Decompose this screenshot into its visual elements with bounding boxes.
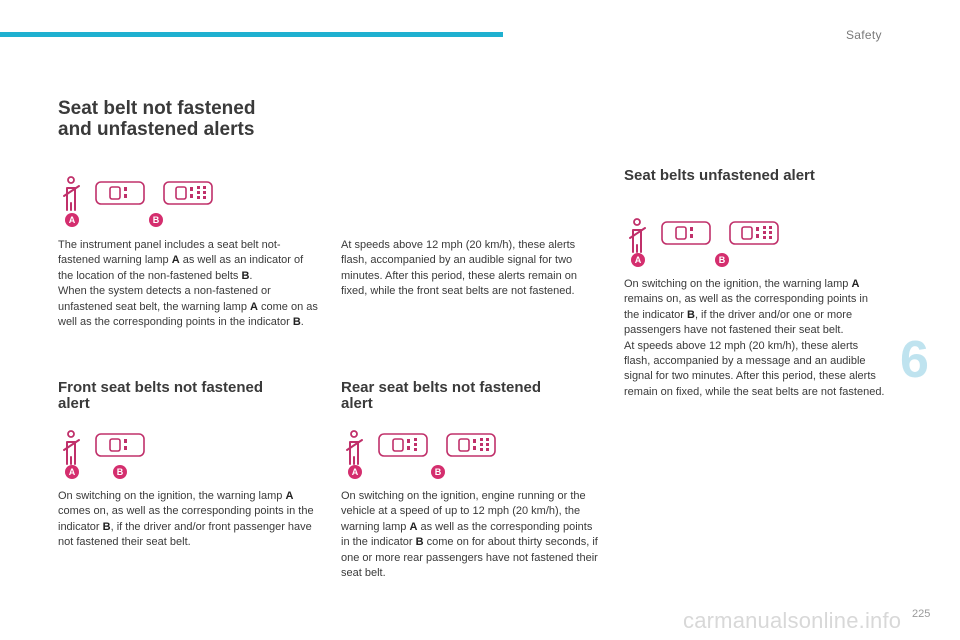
intro-ref-b2: B [292, 316, 301, 329]
unfastened-t2: remains on, as well as the corresponding points in the indicator [624, 293, 868, 321]
section-title: Safety [846, 28, 882, 42]
intro-illustration [58, 172, 228, 230]
rear-t3: come on for about thirty seconds, if one or more rear passengers have not fastened their seat belt. [341, 536, 598, 580]
seat-indicator-front [96, 434, 144, 456]
unfastened-text [624, 277, 886, 400]
seat-indicator-all [447, 434, 495, 456]
rear-ref-b: B [415, 536, 424, 549]
header-accent-bar [0, 32, 503, 37]
front-title-line2: alert [58, 395, 90, 412]
intro-p2-a: When the system detects a non-fastened or unfastened seat belt, the warning lamp [58, 285, 271, 313]
rear-t2: as well as the corresponding points in the indicator [341, 520, 593, 549]
label-a-text: A [68, 215, 76, 225]
intro-p1-a: The instrument panel includes a seat belt not-fastened warning lamp [58, 239, 281, 267]
label-a-text: A [634, 255, 642, 265]
front-ref-a: A [285, 490, 294, 502]
front-section-title [58, 380, 263, 412]
seat-indicator-all [730, 222, 778, 244]
intro-ref-a2: A [250, 300, 258, 313]
intro-p1-c: . [249, 269, 253, 282]
label-b-text: B [116, 467, 124, 477]
intro-p2-c: . [300, 316, 304, 329]
page-title-line1: Seat belt not fastened [58, 98, 256, 119]
front-t2: comes on, as well as the corresponding points in the indicator [58, 505, 314, 533]
unfastened-ref-a: A [851, 278, 860, 290]
intro-ref-b: B [241, 269, 250, 282]
middle-text: At speeds above 12 mph (20 km/h), these alerts flash, accompanied by an audible signal for two minutes. After this period, these alerts remain on fixed, while the front seat belts are not fastened. [341, 239, 578, 298]
unfastened-illustration [624, 214, 794, 272]
unfastened-section-title: Seat belts unfastened alert [624, 167, 815, 184]
label-b-badge [431, 465, 445, 479]
label-b-text: B [718, 255, 726, 265]
rear-ref-a: A [409, 520, 418, 533]
seat-indicator-front [96, 182, 144, 204]
unfastened-t1: On switching on the ignition, the warning lamp [624, 278, 852, 290]
page-title-line2: and unfastened alerts [58, 119, 255, 140]
label-b-badge [715, 253, 729, 267]
rear-title-line1: Rear seat belts not fastened [341, 379, 542, 396]
front-illustration [58, 426, 158, 484]
page-number: 225 [912, 608, 931, 620]
page-title [58, 98, 255, 140]
label-a-badge [348, 465, 362, 479]
label-a-badge [631, 253, 645, 267]
intro-ref-a: A [171, 254, 180, 267]
label-b-text: B [434, 467, 442, 477]
unfastened-p2: At speeds above 12 mph (20 km/h), these alerts flash, accompanied by a message and an audible signal for two minutes. After this period, these alerts remain on fixed, while the seat belts are not fastened. [624, 339, 885, 398]
front-t3: , if the driver and/or front passenger have not fastened their seat belt. [58, 520, 312, 549]
rear-section-title [341, 380, 541, 412]
intro-text [58, 238, 320, 330]
intro-p1-b: as well as an indicator of the location of the non-fastened belts [58, 254, 304, 282]
front-text [58, 489, 320, 551]
label-b-text: B [152, 215, 160, 225]
unfastened-t3: , if the driver and/or one or more passengers have not fastened their seat belt. [624, 308, 853, 337]
seatbelt-warning-icon [64, 177, 79, 210]
watermark: carmanualsonline.info [683, 608, 902, 633]
front-t1: On switching on the ignition, the warning lamp [58, 490, 286, 502]
seat-indicator-front [662, 222, 710, 244]
label-a-text: A [351, 467, 359, 477]
label-a-text: A [68, 467, 76, 477]
unfastened-ref-b: B [686, 308, 695, 321]
seat-indicator-all [164, 182, 212, 204]
front-ref-b: B [102, 520, 111, 533]
rear-text [341, 489, 601, 581]
seatbelt-warning-icon [347, 431, 362, 464]
rear-title-line2: alert [341, 395, 373, 412]
seatbelt-warning-icon [64, 431, 79, 464]
label-a-badge [65, 465, 79, 479]
rear-illustration [341, 426, 511, 484]
seatbelt-warning-icon [630, 219, 645, 252]
rear-t1: On switching on the ignition, engine running or the vehicle at a speed of up to 12 mph (20 km/h), the warning lamp [341, 490, 586, 533]
label-a-badge [65, 213, 79, 227]
seat-indicator-middle [379, 434, 427, 456]
chapter-number: 6 [900, 331, 929, 389]
label-b-badge [149, 213, 163, 227]
front-title-line1: Front seat belts not fastened [58, 379, 264, 396]
intro-p2-b: come on as well as the corresponding points in the indicator [58, 300, 318, 329]
label-b-badge [113, 465, 127, 479]
